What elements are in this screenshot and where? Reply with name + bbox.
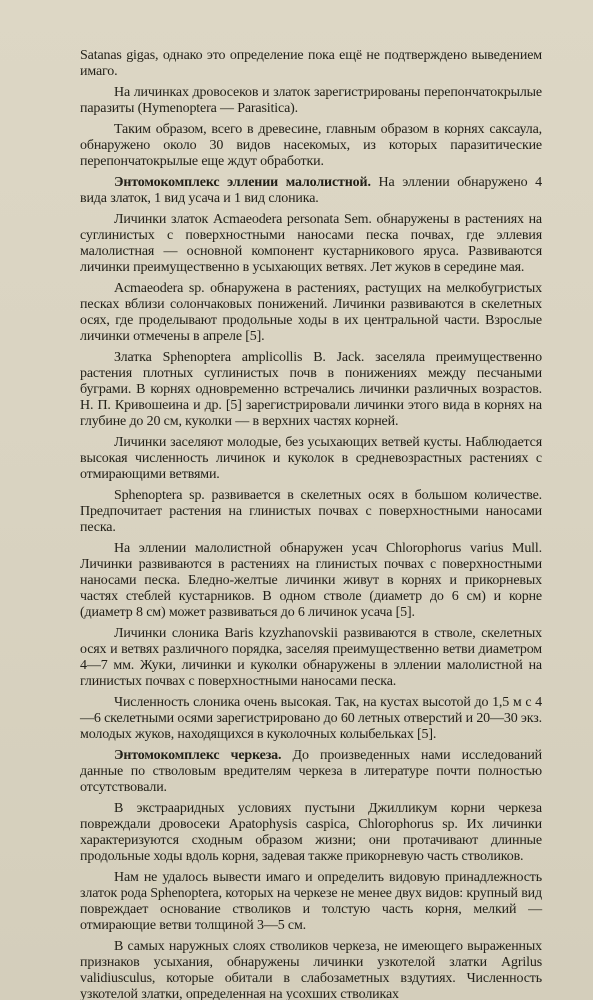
paragraph-text: Личинки слоника Baris kzyzhanovskii развиваются в стволе, скелетных осях и ветвях различного порядка, заселяя преимущественно ветви диаметром 4—7 мм. Жуки, личинки и куколки обнаружены в эллении малолистной на глинистых почвах с поверхностными наносами песка. xyxy=(80,626,542,689)
section-heading: Энтомокомплекс черкеза. xyxy=(114,748,282,763)
body-text xyxy=(80,48,542,1000)
paragraph xyxy=(80,435,542,483)
paragraph-text: В самых наружных слоях стволиков черкеза, не имеющего выраженных признаков усыхания, обнаружены личинки узкотелой златки Agrilus validiusculus, которые обитали в слабозаметных вздутиях. Численность узкотелой златки, определенная на усохших стволиках xyxy=(80,939,542,1000)
paragraph xyxy=(80,175,542,207)
paragraph xyxy=(80,350,542,430)
paragraph-text: На эллении обнаружено 4 вида златок, 1 вид усача и 1 вид слоника. xyxy=(80,175,542,206)
paragraph xyxy=(80,626,542,690)
paragraph xyxy=(80,212,542,276)
section-heading: Энтомокомплекс эллении малолистной. xyxy=(114,175,371,190)
paragraph xyxy=(80,870,542,934)
paragraph xyxy=(80,939,542,1000)
paragraph-text: До произведенных нами исследований данные по стволовым вредителям черкеза в литературе почти полностью отсутствовали. xyxy=(80,748,542,795)
paragraph-text: На эллении малолистной обнаружен усач Chlorophorus varius Mull. Личинки развиваются в растениях на глинистых почвах с поверхностными наносами песка. Бледно-желтые личинки живут в корнях и прикорневых частях стеблей кустарников. В одном стволе (диаметр до 6 см) и корне (диаметр 8 см) может развиваться до 6 личинок усача [5]. xyxy=(80,541,542,620)
paragraph-text: Личинки заселяют молодые, без усыхающих ветвей кусты. Наблюдается высокая численность личинок и куколок в средневозрастных растениях с отмирающими ветвями. xyxy=(80,435,542,482)
paragraph xyxy=(80,541,542,621)
paragraph-text: Sphenoptera sp. развивается в скелетных осях в большом количестве. Предпочитает растения на глинистых почвах с поверхностными наносами песка. xyxy=(80,488,542,535)
paragraph-text: Нам не удалось вывести имаго и определить видовую принадлежность златок рода Sphenoptera, которых на черкезе не менее двух видов: крупный вид повреждает основание стволиков и толстую часть корня, мелкий — отмирающие ветви толщиной 3—5 см. xyxy=(80,870,542,933)
paragraph-text: На личинках дровосеков и златок зарегистрированы перепончатокрылые паразиты (Hymenoptera — Parasitica). xyxy=(80,85,542,116)
paragraph-text: Таким образом, всего в древесине, главным образом в корнях саксаула, обнаружено около 30 видов насекомых, из которых паразитические перепончатокрылые еще ждут обработки. xyxy=(80,122,542,169)
paragraph xyxy=(80,281,542,345)
paragraph xyxy=(80,85,542,117)
paragraph xyxy=(80,488,542,536)
paragraph xyxy=(80,695,542,743)
paragraph-text: Златка Sphenoptera amplicollis B. Jack. заселяла преимущественно растения плотных суглинистых почв в понижениях между песчаными буграми. В корнях одновременно встречались личинки различных возрастов. Н. П. Кривошеина и др. [5] зарегистрировали личинки этого вида в корнях на глубине до 20 см, куколки — в верхних частях корней. xyxy=(80,350,542,429)
paragraph-text: Численность слоника очень высокая. Так, на кустах высотой до 1,5 м с 4—6 скелетными осями зарегистрировано до 60 летных отверстий и 20—30 экз. молодых жуков, находящихся в куколочных колыбельках [5]. xyxy=(80,695,542,742)
paragraph-text: Satanas gigas, однако это определение пока ещё не подтверждено выведением имаго. xyxy=(80,48,542,79)
paragraph xyxy=(80,122,542,170)
paragraph xyxy=(80,801,542,865)
paragraph-text: Acmaeodera sp. обнаружена в растениях, растущих на мелкобугристых песках вблизи солончаковых понижений. Личинки развиваются в скелетных осях, где проделывают продольные ходы в их центральной части. Взрослые личинки отмечены в апреле [5]. xyxy=(80,281,542,344)
paragraph-text: Личинки златок Acmaeodera personata Sem. обнаружены в растениях на суглинистых с поверхностными наносами песка почвах, где эллевия малолистная — основной компонент кустарникового яруса. Развиваются личинки преимущественно в усыхающих ветвях. Лет жуков в середине мая. xyxy=(80,212,542,275)
paragraph xyxy=(80,48,542,80)
paragraph xyxy=(80,748,542,796)
paragraph-text: В экстрааридных условиях пустыни Джилликум корни черкеза повреждали дровосеки Apatophysis caspica, Chlorophorus sp. Их личинки характеризуются сходным образом жизни; они протачивают длинные продольные ходы вдоль корня, задевая также прикорневую часть стволиков. xyxy=(80,801,542,864)
